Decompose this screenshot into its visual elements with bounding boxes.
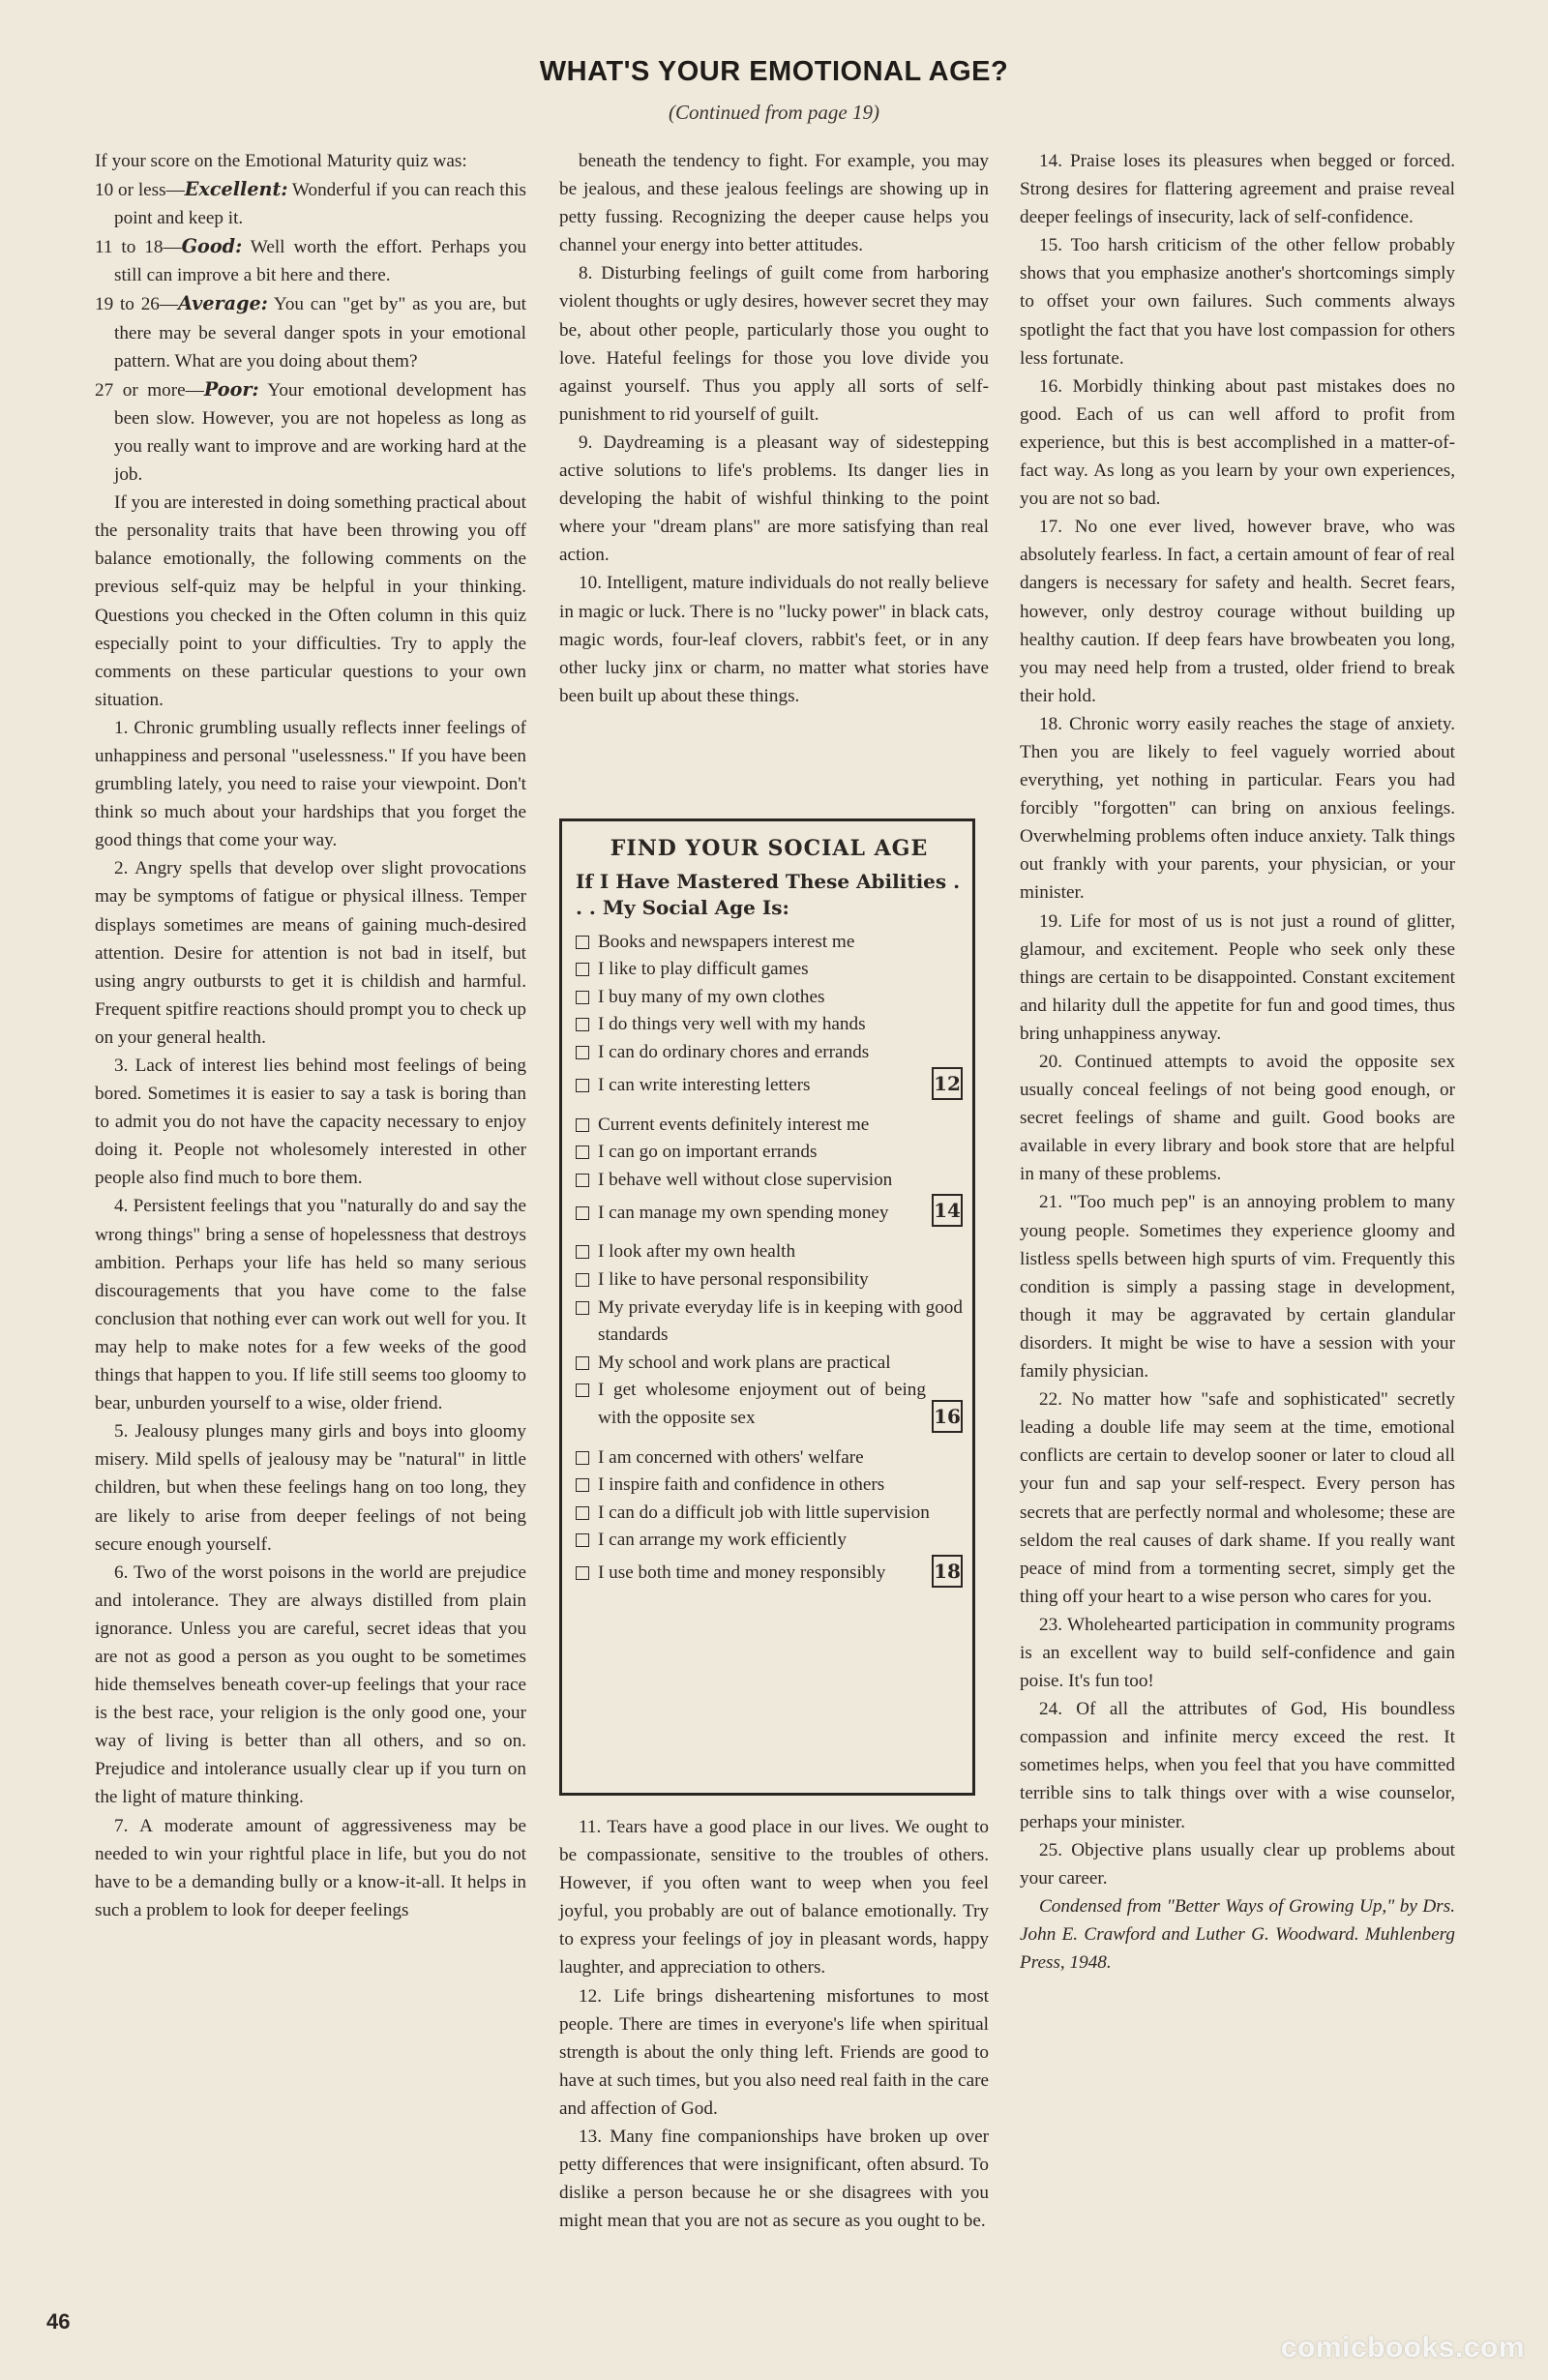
article-paragraph: 20. Continued attempts to avoid the opposite sex usually conceal feelings of not being good enough, or secret feelings of shame and guilt. Good books are available in every library and book store that are helpful in many of these problems. [1020,1052,1455,1185]
checkbox[interactable] [576,1145,589,1159]
checkbox[interactable] [576,991,589,1004]
checkbox[interactable] [576,1533,589,1547]
checkbox[interactable] [576,1118,589,1132]
checklist-item [576,929,963,957]
checklist-item-label: I like to have personal responsibility [598,1268,869,1290]
checklist-last-row [576,1377,963,1432]
rating-text: Well worth the effort. Perhaps you still can improve a bit here and there. [114,237,527,286]
checklist-item-label: I use both time and money responsibly [598,1562,886,1584]
article-paragraph: 4. Persistent feelings that you "naturally do and say the wrong things" bring a sense of hopelessness that destroys ambition. Perhaps your life has held so many serious discouragements that you have come to the false conclusion that nothing ever can work out well for you. It may help to make notes for a few weeks of the good things that happen to you. If life still seems too gloomy to bear, unburden yourself to a wise, older friend. [95,1196,526,1414]
social-age-title: FIND YOUR SOCIAL AGE [610,836,929,861]
article-paragraph: 12. Life brings disheartening misfortunes to most people. There are times in everyone's life when spiritual strength is about the only thing left. Friends are good to have at such times, but you also need real faith in the care and affection of God. [559,1985,989,2119]
column-2-top-paragraphs [559,147,989,710]
checklist-item-label: I can arrange my work efficiently [598,1530,847,1551]
checklist-item [576,1350,963,1378]
checklist-item [576,1377,926,1432]
article-paragraph: 10. Intelligent, mature individuals do not really believe in magic or luck. There is no "lucky power" in black cats, magic words, four-leaf clovers, rabbit's feet, or in any other lucky jinx or charm, no matter what stories have been built up about these things. [559,573,989,706]
rating-text: Your emotional development has been slow. However, you are not hopeless as long as you really want to improve and are working hard at the job. [114,379,526,486]
source-credit: Condensed from "Better Ways of Growing Up," by Drs. John E. Crawford and Luther G. Woodward. Muhlenberg Press, 1948. [1020,1895,1455,1973]
article-paragraph: 22. No matter how "safe and sophisticated" secretly leading a double life may seem at the time, emotional conflicts are certain to develop sooner or later to cloud all your fun and sap your self-respect. Every person has secrets that are perfectly normal and wholesome; these are seldom the real causes of dark shame. If you really want peace of mind from a tormenting secret, simply get the thing off your heart to a wise person who cares for you. [1020,1389,1455,1607]
social-age-group [576,1112,963,1228]
article-paragraph: 23. Wholehearted participation in community programs is an excellent way to build self-confidence and gain poise. It's fun too! [1020,1614,1455,1692]
rating-label: Good: [181,235,243,258]
social-age-box [559,818,975,1796]
checkbox[interactable] [576,963,589,976]
checklist-item [576,1200,926,1228]
checkbox[interactable] [576,1356,589,1370]
article-paragraph: 3. Lack of interest lies behind most feelings of being bored. Sometimes it is easier to say a task is boring than to admit you do not have the capacity necessary to enjoy doing it. People not wholesomely interested in other people also find much to bore them. [95,1056,526,1189]
checklist-item-label: I look after my own health [598,1241,796,1263]
checklist-item [576,1011,963,1039]
rating-range: 19 to 26— [95,294,179,315]
checkbox[interactable] [576,1079,589,1092]
checklist-item-label: I can do a difficult job with little supervision [598,1502,930,1523]
article-paragraph: 1. Chronic grumbling usually reflects inner feelings of unhappiness and personal "uselessness." If you have been grumbling lately, you need to raise your viewpoint. Don't think so much about your hardships that you forget the good things that come your way. [95,717,526,851]
column-3 [1020,147,1455,1977]
checklist-item-label: I am concerned with others' welfare [598,1446,864,1468]
checkbox[interactable] [576,936,589,949]
checklist-item-label: I get wholesome enjoyment out of being with the opposite sex [598,1380,926,1428]
rating-range: 10 or less— [95,180,185,201]
rating-range: 11 to 18— [95,237,182,258]
checkbox[interactable] [576,1478,589,1492]
social-age-subtitle: If I Have Mastered These Abilities . . . My Social Age Is: [576,869,961,919]
checklist-item-label: I behave well without close supervision [598,1169,893,1190]
social-age-group [576,929,963,1100]
checkbox[interactable] [576,1174,589,1187]
article-paragraph: 7. A moderate amount of aggressiveness may be needed to win your rightful place in life, but you do not have to be a demanding bully or a know-it-all. It helps in such a problem to look for deeper feelings [95,1815,526,1920]
checkbox[interactable] [576,1273,589,1287]
social-age-groups [576,929,963,1588]
checklist-item [576,1294,963,1350]
checklist-item [576,1112,963,1140]
checklist-item [576,1072,926,1100]
column-3-paragraphs [1020,147,1455,1892]
article-paragraph: 17. No one ever lived, however brave, who was absolutely fearless. In fact, a certain amount of fear of real dangers is necessary for safety and health. Secret fears, however, only destroy courage without building up healthy caution. If deep fears have browbeaten you long, you may need help from a trusted, older friend to break their hold. [1020,517,1455,706]
rating-label: Excellent: [184,178,288,201]
checklist-item-label: I can do ordinary chores and errands [598,1041,870,1062]
checklist-last-row [576,1067,963,1100]
social-age-badge: 18 [932,1555,963,1588]
article-paragraph: 14. Praise loses its pleasures when begged or forced. Strong desires for flattering agreement and praise reveal deeper feelings of insecurity, lack of self-confidence. [1020,151,1455,228]
score-rating [95,175,526,232]
checklist-item [576,1500,963,1528]
checklist-item-label: I can write interesting letters [598,1074,811,1095]
checklist-item [576,1039,963,1067]
checklist-item [576,1444,963,1473]
checklist-item-label: I can go on important errands [598,1142,818,1163]
checklist-item [576,956,963,984]
score-intro: If your score on the Emotional Maturity quiz was: [95,151,467,171]
article-paragraph: 11. Tears have a good place in our lives. We ought to be compassionate, sensitive to the troubles of others. However, if you often want to weep when you feel joyful, you probably are out of balance emotionally. Try to express your feelings of joy in pleasant words, happy laughter, and appreciation to others. [559,1817,989,1978]
checklist-item [576,1167,963,1195]
checkbox[interactable] [576,1301,589,1315]
social-age-badge: 16 [932,1400,963,1433]
checklist-item [576,1266,963,1294]
rating-text: You can "get by" as you are, but there may be several danger spots in your emotional pattern. What are you doing about them? [114,294,526,372]
checklist-item-label: I buy many of my own clothes [598,986,825,1007]
checklist-item [576,1527,963,1555]
checkbox[interactable] [576,1383,589,1397]
checklist-item-label: My private everyday life is in keeping with good standards [598,1296,963,1346]
checklist-item-label: I inspire faith and confidence in others [598,1474,885,1496]
checklist-item-label: My school and work plans are practical [598,1352,891,1373]
article-title: WHAT'S YOUR EMOTIONAL AGE? [539,56,1009,87]
column-1 [95,147,526,1924]
checklist-item-label: Current events definitely interest me [598,1114,870,1135]
article-paragraph: 21. "Too much pep" is an annoying problem to many young people. Sometimes they experience gloomy and listless spells between high spurts of vim. Frequently this condition is simply a passing stage in development, though it may be aggravated by certain glandular disorders. It might be wise to have a session with your family physician. [1020,1192,1455,1383]
checklist-item-label: I like to play difficult games [598,959,809,980]
article-paragraph: 6. Two of the worst poisons in the world are prejudice and intolerance. They are always distilled from plain ignorance. Unless you are careful, secret ideas that you are not as good a person as you ought to be sometimes hide themselves beneath cover-up feelings that your race is the best race, your religion is the only good one, your way of living is better than all others, and so on. Prejudice and intolerance usually clear up if you turn on the light of mature thinking. [95,1562,526,1808]
checkbox[interactable] [576,1566,589,1580]
column-2 [559,147,989,710]
score-rating [95,289,526,374]
checkbox[interactable] [576,1245,589,1259]
checkbox[interactable] [576,1506,589,1520]
checklist-item-label: I do things very well with my hands [598,1014,866,1035]
rating-label: Poor: [203,377,259,401]
article-paragraph: 24. Of all the attributes of God, His boundless compassion and infinite mercy exceed the rest. It sometimes helps, when you feel that you have committed terrible sins to talk things over with a wise counselor, perhaps your minister. [1020,1699,1455,1832]
checklist-item-label: Books and newspapers interest me [598,931,855,952]
article-paragraph: beneath the tendency to fight. For example, you may be jealous, and these jealous feelings are showing up in petty fussing. Recognizing the deeper cause helps you channel your energy into better attitudes. [559,151,989,256]
column-1-paragraphs [95,489,526,1924]
article-paragraph: If you are interested in doing something practical about the personality traits that have been throwing you off balance emotionally, the following comments on the previous self-quiz may be helpful in your thinking. Questions you checked in the Often column in this quiz especially point to your difficulties. Try to apply the comments on these particular questions to your own situation. [95,492,526,710]
article-paragraph: 13. Many fine companionships have broken up over petty differences that were insignificant, often absurd. To dislike a person because he or she disagrees with you might mean that you are not as secure as you ought to be. [559,2127,989,2232]
social-age-group [576,1444,963,1588]
article-paragraph: 25. Objective plans usually clear up problems about your career. [1020,1839,1455,1889]
checkbox[interactable] [576,1451,589,1465]
article-paragraph: 2. Angry spells that develop over slight provocations may be symptoms of fatigue or physical illness. Temper displays sometimes are means of gaining much-desired attention. Desire for attention is not bad in itself, but using angry outbursts to get it is childish and harmful. Frequent spitfire reactions should prompt you to check up on your general health. [95,858,526,1048]
checklist-last-row [576,1555,963,1588]
continued-note: (Continued from page 19) [669,101,879,124]
checklist-item [576,1238,963,1266]
checklist-item [576,984,963,1012]
checklist-item [576,1472,963,1500]
checklist-item [576,1139,963,1167]
social-age-group [576,1238,963,1432]
article-paragraph: 5. Jealousy plunges many girls and boys into gloomy misery. Mild spells of jealousy may be "natural" in little children, but when these feelings hang on too long, they are likely to arise from deeper feelings of not being secure enough yourself. [95,1421,526,1555]
checkbox[interactable] [576,1018,589,1031]
score-rating [95,375,526,489]
social-age-badge: 12 [932,1067,963,1100]
article-paragraph: 8. Disturbing feelings of guilt come from harboring violent thoughts or ugly desires, however secret they may be, about other people, particularly those you ought to love. Hateful feelings for those you love divide you against yourself. Thus you apply all sorts of self-punishment to rid yourself of guilt. [559,263,989,425]
score-rating [95,232,526,289]
rating-label: Average: [178,292,268,315]
article-paragraph: 19. Life for most of us is not just a round of glitter, glamour, and excitement. People who seek only these things are certain to be disappointed. Constant excitement and hilarity dull the appetite for fun and good times, thus bring unhappiness anyway. [1020,910,1455,1044]
article-paragraph: 16. Morbidly thinking about past mistakes does no good. Each of us can well afford to profit from experience, but this is best accomplished in a matter-of-fact way. As long as you learn by your own experiences, you are not so bad. [1020,375,1455,510]
article-paragraph: 9. Daydreaming is a pleasant way of sidestepping active solutions to life's problems. Its danger lies in developing the habit of wishful thinking to the point where your "dream plans" are more satisfying than real action. [559,431,989,566]
checkbox[interactable] [576,1206,589,1220]
column-2-bottom-paragraphs [559,1813,989,2235]
checklist-item-label: I can manage my own spending money [598,1202,889,1223]
checklist-item [576,1560,926,1588]
checkbox[interactable] [576,1046,589,1059]
article-paragraph: 18. Chronic worry easily reaches the stage of anxiety. Then you are likely to feel vaguely worried about everything, yet nothing in particular. Fears you had forcibly "forgotten" can bring on anxious feelings. Overwhelming problems often induce anxiety. Talk things out frankly with your parents, your physician, or your minister. [1020,713,1455,904]
site-watermark: comicbooks.com [1280,2332,1525,2364]
column-2-bottom [559,1813,989,2235]
rating-text: Wonderful if you can reach this point and keep it. [114,180,526,229]
page-number: 46 [46,2309,71,2334]
rating-range: 27 or more— [95,379,204,401]
article-paragraph: 15. Too harsh criticism of the other fellow probably shows that you emphasize another's shortcomings simply to offset your own failures. Such comments always spotlight the fact that you have lost compassion for others less fortunate. [1020,235,1455,369]
score-ratings [95,175,526,489]
social-age-badge: 14 [932,1194,963,1227]
checklist-last-row [576,1194,963,1227]
